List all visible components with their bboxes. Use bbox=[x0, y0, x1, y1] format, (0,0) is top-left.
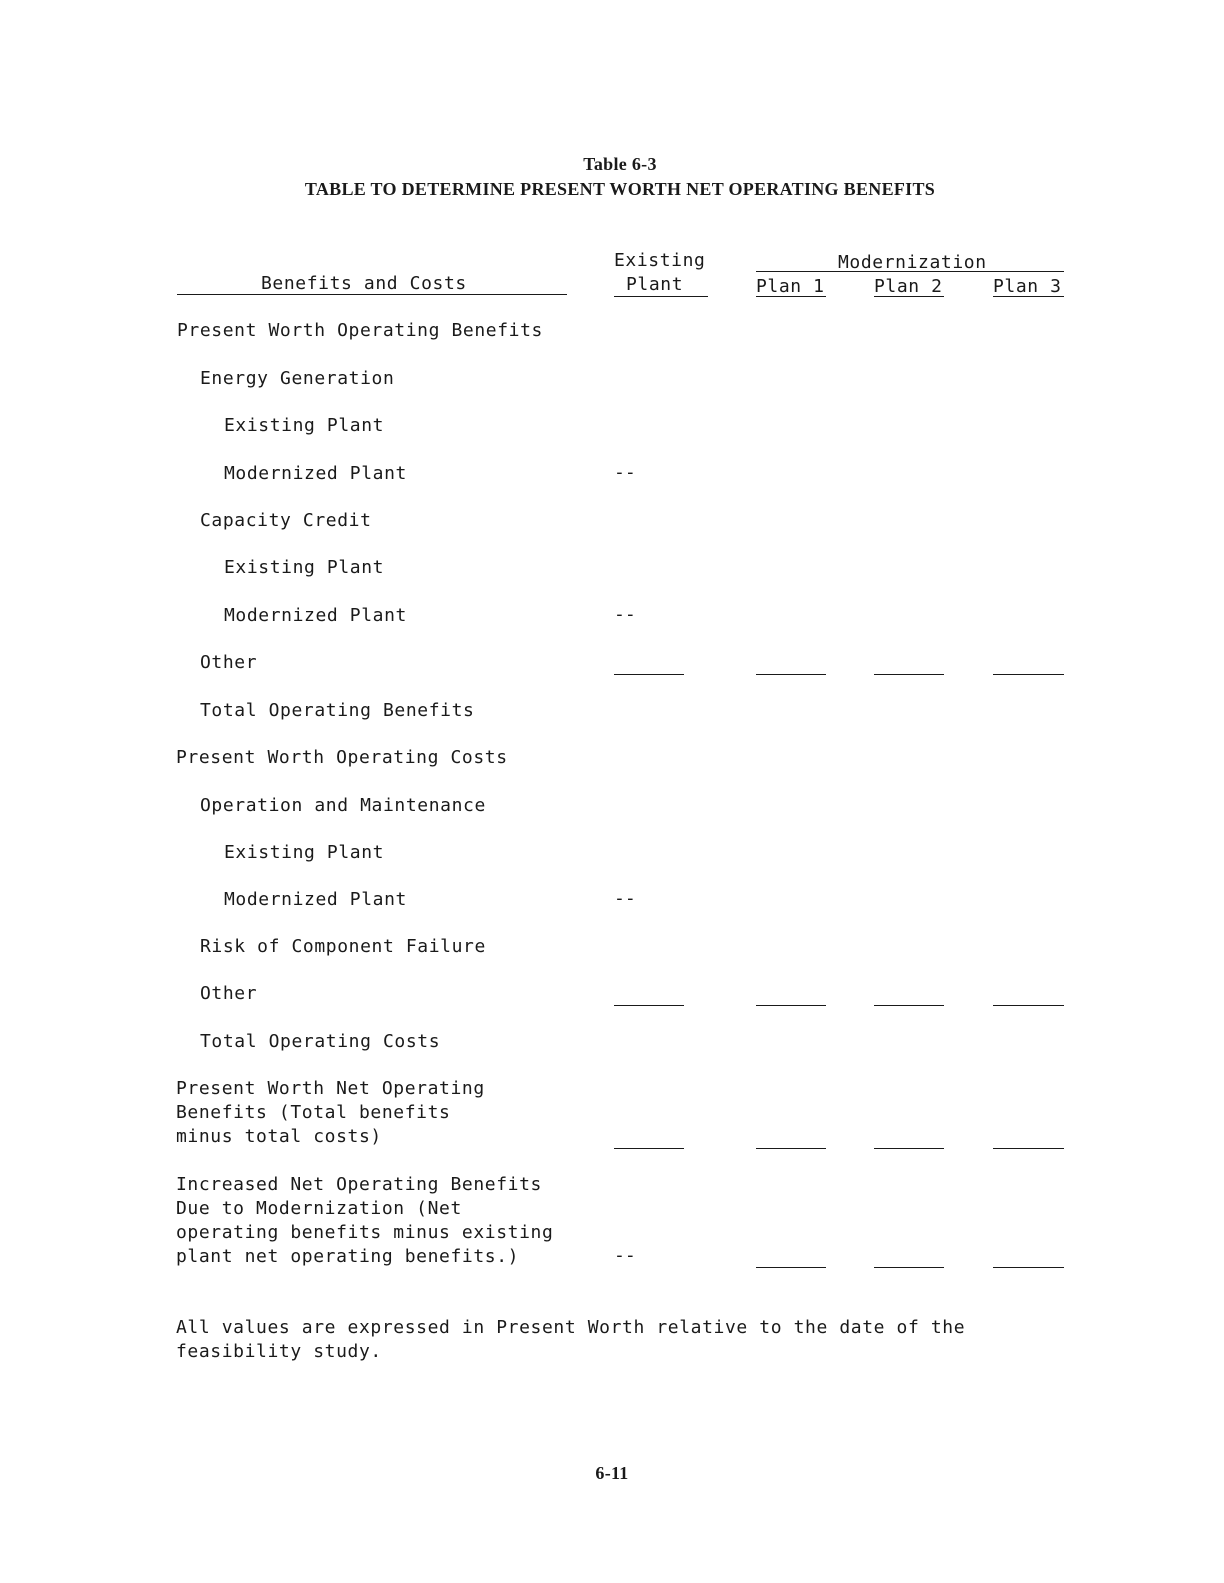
blank-line bbox=[874, 1267, 944, 1268]
existing-value: -- bbox=[614, 888, 636, 909]
blank-line bbox=[756, 674, 826, 675]
blank-line bbox=[614, 1148, 684, 1149]
blank-line bbox=[874, 1148, 944, 1149]
blank-line bbox=[874, 674, 944, 675]
blank-line bbox=[993, 1005, 1064, 1006]
blank-line bbox=[993, 674, 1064, 675]
row-label: Other bbox=[200, 983, 258, 1004]
header-plan1-underline bbox=[756, 296, 826, 297]
blank-line bbox=[993, 1148, 1064, 1149]
header-plan2: Plan 2 bbox=[874, 276, 943, 297]
row-label: Total Operating Benefits bbox=[200, 700, 475, 721]
header-benefits-costs: Benefits and Costs bbox=[261, 273, 467, 294]
header-plan3-underline bbox=[993, 296, 1064, 297]
row-label: Modernized Plant bbox=[224, 463, 407, 484]
header-existing-underline bbox=[614, 296, 708, 297]
existing-value: -- bbox=[614, 1245, 636, 1266]
blank-line bbox=[756, 1148, 826, 1149]
header-existing-line2: Plant bbox=[626, 274, 684, 295]
blank-line bbox=[756, 1267, 826, 1268]
existing-value: -- bbox=[614, 462, 636, 483]
header-plan1: Plan 1 bbox=[756, 276, 825, 297]
header-modernization: Modernization bbox=[838, 252, 987, 273]
header-benefits-underline bbox=[177, 294, 567, 295]
blank-line bbox=[614, 1005, 684, 1006]
table-number: Table 6-3 bbox=[583, 154, 657, 174]
row-label: Modernized Plant bbox=[224, 889, 407, 910]
row-label: Existing Plant bbox=[224, 557, 385, 578]
header-existing-line1: Existing bbox=[614, 250, 706, 271]
existing-value: -- bbox=[614, 604, 636, 625]
row-label: Present Worth Net Operating Benefits (Total benefits minus total costs) bbox=[176, 1078, 485, 1147]
row-label: Total Operating Costs bbox=[200, 1031, 441, 1052]
row-label: Other bbox=[200, 652, 258, 673]
page-number: 6-11 bbox=[595, 1463, 629, 1483]
blank-line bbox=[614, 674, 684, 675]
row-label: Increased Net Operating Benefits Due to Modernization (Net operating benefits minus existing plant net operating benefits.) bbox=[176, 1174, 554, 1267]
header-plan2-underline bbox=[874, 296, 944, 297]
row-label: Present Worth Operating Benefits bbox=[177, 320, 543, 341]
row-label: Risk of Component Failure bbox=[200, 936, 486, 957]
row-label: Present Worth Operating Costs bbox=[176, 747, 508, 768]
footnote: All values are expressed in Present Worth relative to the date of the feasibility study. bbox=[176, 1317, 966, 1362]
row-label: Existing Plant bbox=[224, 842, 385, 863]
row-label: Operation and Maintenance bbox=[200, 795, 486, 816]
header-plan3: Plan 3 bbox=[993, 276, 1062, 297]
table-title: TABLE TO DETERMINE PRESENT WORTH NET OPERATING BENEFITS bbox=[304, 179, 936, 199]
row-label: Modernized Plant bbox=[224, 605, 407, 626]
row-label: Energy Generation bbox=[200, 368, 395, 389]
row-label: Existing Plant bbox=[224, 415, 385, 436]
blank-line bbox=[993, 1267, 1064, 1268]
blank-line bbox=[756, 1005, 826, 1006]
header-modernization-underline bbox=[756, 271, 1064, 272]
row-label: Capacity Credit bbox=[200, 510, 372, 531]
blank-line bbox=[874, 1005, 944, 1006]
